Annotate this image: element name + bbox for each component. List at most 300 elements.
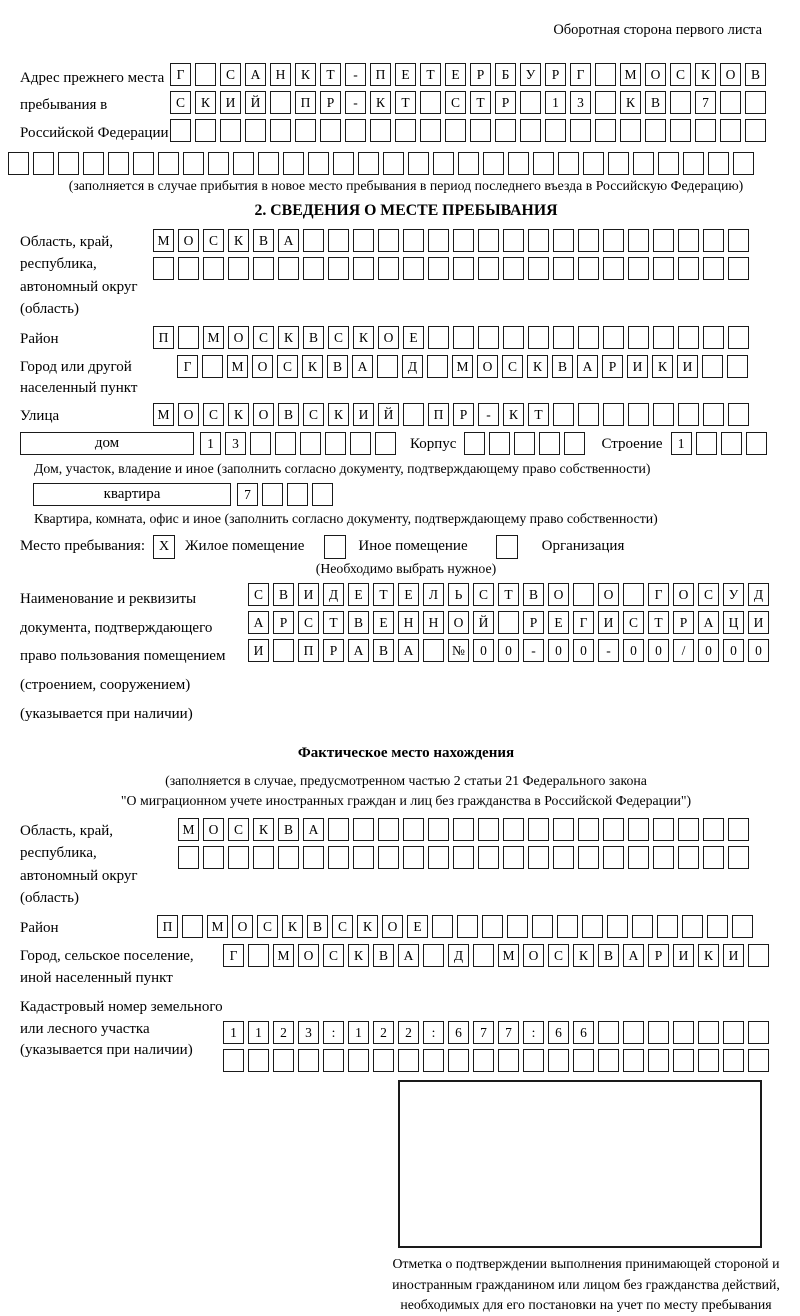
char-cell[interactable]: Р	[273, 611, 294, 634]
char-cell[interactable]	[508, 152, 529, 175]
char-cell[interactable]	[703, 326, 724, 349]
char-cell[interactable]	[58, 152, 79, 175]
char-cell[interactable]	[195, 119, 216, 142]
char-cell[interactable]: О	[598, 583, 619, 606]
char-cell[interactable]	[557, 915, 578, 938]
char-cell[interactable]	[262, 483, 283, 506]
char-cell[interactable]	[648, 1049, 669, 1072]
char-cell[interactable]	[273, 1049, 294, 1072]
char-cell[interactable]	[378, 229, 399, 252]
char-cell[interactable]	[478, 326, 499, 349]
char-cell[interactable]	[478, 818, 499, 841]
char-cell[interactable]	[696, 432, 717, 455]
char-cell[interactable]	[603, 257, 624, 280]
char-cell[interactable]	[703, 818, 724, 841]
char-cell[interactable]: П	[295, 91, 316, 114]
char-cell[interactable]	[478, 257, 499, 280]
char-cell[interactable]: В	[278, 818, 299, 841]
char-cell[interactable]	[578, 818, 599, 841]
char-cell[interactable]	[607, 915, 628, 938]
char-cell[interactable]: И	[627, 355, 648, 378]
char-cell[interactable]: Г	[573, 611, 594, 634]
char-cell[interactable]	[178, 257, 199, 280]
char-cell[interactable]	[287, 483, 308, 506]
char-cell[interactable]	[583, 152, 604, 175]
char-cell[interactable]	[353, 818, 374, 841]
char-cell[interactable]	[632, 915, 653, 938]
char-cell[interactable]	[228, 846, 249, 869]
char-cell[interactable]	[427, 355, 448, 378]
char-cell[interactable]: А	[698, 611, 719, 634]
char-cell[interactable]: С	[248, 583, 269, 606]
char-cell[interactable]	[623, 583, 644, 606]
char-cell[interactable]	[428, 846, 449, 869]
char-cell[interactable]: Е	[373, 611, 394, 634]
char-cell[interactable]: К	[695, 63, 716, 86]
char-cell[interactable]: Т	[395, 91, 416, 114]
char-cell[interactable]	[248, 1049, 269, 1072]
char-cell[interactable]: П	[157, 915, 178, 938]
char-cell[interactable]	[528, 846, 549, 869]
char-cell[interactable]	[578, 326, 599, 349]
char-cell[interactable]	[423, 944, 444, 967]
char-cell[interactable]: О	[523, 944, 544, 967]
char-cell[interactable]: В	[373, 639, 394, 662]
char-cell[interactable]	[495, 119, 516, 142]
char-cell[interactable]: 2	[398, 1021, 419, 1044]
char-cell[interactable]: Т	[470, 91, 491, 114]
char-cell[interactable]	[377, 355, 398, 378]
char-cell[interactable]: М	[620, 63, 641, 86]
char-cell[interactable]	[721, 432, 742, 455]
char-cell[interactable]	[420, 119, 441, 142]
char-cell[interactable]	[578, 229, 599, 252]
char-cell[interactable]	[353, 846, 374, 869]
char-cell[interactable]: О	[673, 583, 694, 606]
char-cell[interactable]	[498, 1049, 519, 1072]
char-cell[interactable]: Т	[420, 63, 441, 86]
char-cell[interactable]	[745, 91, 766, 114]
char-cell[interactable]: С	[502, 355, 523, 378]
char-cell[interactable]	[645, 119, 666, 142]
char-cell[interactable]	[428, 257, 449, 280]
char-cell[interactable]: Т	[528, 403, 549, 426]
char-cell[interactable]	[498, 611, 519, 634]
char-cell[interactable]	[603, 326, 624, 349]
char-cell[interactable]	[408, 152, 429, 175]
char-cell[interactable]	[233, 152, 254, 175]
char-cell[interactable]: К	[278, 326, 299, 349]
char-cell[interactable]: К	[620, 91, 641, 114]
char-cell[interactable]	[682, 915, 703, 938]
char-cell[interactable]: 1	[200, 432, 221, 455]
char-cell[interactable]: О	[178, 229, 199, 252]
char-cell[interactable]: С	[332, 915, 353, 938]
char-cell[interactable]: 1	[223, 1021, 244, 1044]
char-cell[interactable]	[703, 846, 724, 869]
char-cell[interactable]: М	[153, 229, 174, 252]
char-cell[interactable]: К	[348, 944, 369, 967]
char-cell[interactable]: 3	[225, 432, 246, 455]
char-cell[interactable]	[673, 1021, 694, 1044]
char-cell[interactable]: Г	[170, 63, 191, 86]
char-cell[interactable]: Р	[495, 91, 516, 114]
char-cell[interactable]: С	[277, 355, 298, 378]
char-cell[interactable]	[478, 846, 499, 869]
char-cell[interactable]	[745, 119, 766, 142]
stay-option-organization-checkbox[interactable]	[496, 535, 518, 559]
char-cell[interactable]: И	[748, 611, 769, 634]
char-cell[interactable]	[308, 152, 329, 175]
char-cell[interactable]	[553, 818, 574, 841]
char-cell[interactable]	[250, 432, 271, 455]
char-cell[interactable]: М	[227, 355, 248, 378]
char-cell[interactable]: К	[370, 91, 391, 114]
char-cell[interactable]: Г	[177, 355, 198, 378]
char-cell[interactable]: С	[253, 326, 274, 349]
char-cell[interactable]	[503, 846, 524, 869]
char-cell[interactable]: А	[398, 639, 419, 662]
char-cell[interactable]: 2	[273, 1021, 294, 1044]
char-cell[interactable]: С	[473, 583, 494, 606]
char-cell[interactable]: 1	[248, 1021, 269, 1044]
char-cell[interactable]: И	[598, 611, 619, 634]
char-cell[interactable]	[133, 152, 154, 175]
char-cell[interactable]	[300, 432, 321, 455]
char-cell[interactable]: Т	[498, 583, 519, 606]
char-cell[interactable]	[170, 119, 191, 142]
char-cell[interactable]	[375, 432, 396, 455]
char-cell[interactable]	[748, 1021, 769, 1044]
char-cell[interactable]	[598, 1049, 619, 1072]
char-cell[interactable]	[520, 119, 541, 142]
char-cell[interactable]	[673, 1049, 694, 1072]
char-cell[interactable]	[453, 229, 474, 252]
char-cell[interactable]	[403, 818, 424, 841]
char-cell[interactable]	[728, 403, 749, 426]
char-cell[interactable]: Е	[548, 611, 569, 634]
char-cell[interactable]	[383, 152, 404, 175]
char-cell[interactable]: Н	[398, 611, 419, 634]
char-cell[interactable]: К	[698, 944, 719, 967]
char-cell[interactable]	[548, 1049, 569, 1072]
char-cell[interactable]	[748, 1049, 769, 1072]
char-cell[interactable]	[720, 119, 741, 142]
char-cell[interactable]	[573, 1049, 594, 1072]
char-cell[interactable]: О	[378, 326, 399, 349]
char-cell[interactable]: 0	[573, 639, 594, 662]
char-cell[interactable]	[245, 119, 266, 142]
char-cell[interactable]: С	[670, 63, 691, 86]
char-cell[interactable]: М	[153, 403, 174, 426]
char-cell[interactable]: №	[448, 639, 469, 662]
char-cell[interactable]: И	[677, 355, 698, 378]
char-cell[interactable]: А	[623, 944, 644, 967]
char-cell[interactable]	[523, 1049, 544, 1072]
char-cell[interactable]	[608, 152, 629, 175]
char-cell[interactable]: С	[328, 326, 349, 349]
char-cell[interactable]	[8, 152, 29, 175]
char-cell[interactable]: Д	[323, 583, 344, 606]
char-cell[interactable]	[553, 326, 574, 349]
char-cell[interactable]: И	[248, 639, 269, 662]
char-cell[interactable]: О	[382, 915, 403, 938]
char-cell[interactable]	[458, 152, 479, 175]
char-cell[interactable]	[278, 257, 299, 280]
char-cell[interactable]	[482, 915, 503, 938]
char-cell[interactable]	[595, 119, 616, 142]
char-cell[interactable]	[532, 915, 553, 938]
char-cell[interactable]: Н	[270, 63, 291, 86]
char-cell[interactable]: 0	[723, 639, 744, 662]
char-cell[interactable]	[514, 432, 535, 455]
char-cell[interactable]: Р	[470, 63, 491, 86]
char-cell[interactable]	[695, 119, 716, 142]
char-cell[interactable]: К	[503, 403, 524, 426]
char-cell[interactable]: 0	[748, 639, 769, 662]
char-cell[interactable]	[683, 152, 704, 175]
char-cell[interactable]: Е	[395, 63, 416, 86]
char-cell[interactable]	[270, 119, 291, 142]
char-cell[interactable]	[728, 846, 749, 869]
char-cell[interactable]	[275, 432, 296, 455]
char-cell[interactable]	[703, 257, 724, 280]
char-cell[interactable]	[653, 257, 674, 280]
char-cell[interactable]	[598, 1021, 619, 1044]
char-cell[interactable]: С	[298, 611, 319, 634]
char-cell[interactable]	[653, 403, 674, 426]
char-cell[interactable]: М	[207, 915, 228, 938]
char-cell[interactable]: 7	[695, 91, 716, 114]
char-cell[interactable]: Р	[673, 611, 694, 634]
char-cell[interactable]: А	[348, 639, 369, 662]
char-cell[interactable]	[353, 229, 374, 252]
char-cell[interactable]: Р	[320, 91, 341, 114]
char-cell[interactable]	[595, 63, 616, 86]
char-cell[interactable]	[178, 846, 199, 869]
char-cell[interactable]: В	[327, 355, 348, 378]
char-cell[interactable]: О	[232, 915, 253, 938]
char-cell[interactable]	[678, 403, 699, 426]
char-cell[interactable]: С	[257, 915, 278, 938]
char-cell[interactable]: П	[428, 403, 449, 426]
char-cell[interactable]	[453, 257, 474, 280]
char-cell[interactable]	[678, 257, 699, 280]
char-cell[interactable]: Н	[423, 611, 444, 634]
char-cell[interactable]: -	[345, 63, 366, 86]
char-cell[interactable]: 7	[237, 483, 258, 506]
char-cell[interactable]: М	[203, 326, 224, 349]
char-cell[interactable]	[628, 403, 649, 426]
char-cell[interactable]	[678, 818, 699, 841]
char-cell[interactable]: К	[328, 403, 349, 426]
char-cell[interactable]	[378, 257, 399, 280]
char-cell[interactable]	[295, 119, 316, 142]
char-cell[interactable]	[253, 846, 274, 869]
char-cell[interactable]: Ц	[723, 611, 744, 634]
char-cell[interactable]	[670, 119, 691, 142]
char-cell[interactable]	[707, 915, 728, 938]
char-cell[interactable]	[648, 1021, 669, 1044]
char-cell[interactable]: 0	[473, 639, 494, 662]
char-cell[interactable]	[653, 818, 674, 841]
char-cell[interactable]	[203, 257, 224, 280]
char-cell[interactable]	[228, 257, 249, 280]
char-cell[interactable]	[283, 152, 304, 175]
char-cell[interactable]	[258, 152, 279, 175]
char-cell[interactable]: 7	[498, 1021, 519, 1044]
char-cell[interactable]	[633, 152, 654, 175]
char-cell[interactable]	[520, 91, 541, 114]
char-cell[interactable]	[582, 915, 603, 938]
char-cell[interactable]	[628, 257, 649, 280]
char-cell[interactable]: П	[370, 63, 391, 86]
char-cell[interactable]: Е	[407, 915, 428, 938]
char-cell[interactable]: Е	[445, 63, 466, 86]
char-cell[interactable]: 0	[698, 639, 719, 662]
char-cell[interactable]: О	[720, 63, 741, 86]
char-cell[interactable]: И	[220, 91, 241, 114]
char-cell[interactable]: О	[253, 403, 274, 426]
stay-option-other-checkbox[interactable]	[324, 535, 346, 559]
char-cell[interactable]	[403, 403, 424, 426]
char-cell[interactable]	[708, 152, 729, 175]
char-cell[interactable]: О	[252, 355, 273, 378]
char-cell[interactable]: М	[273, 944, 294, 967]
char-cell[interactable]: 1	[348, 1021, 369, 1044]
char-cell[interactable]: А	[278, 229, 299, 252]
char-cell[interactable]: А	[303, 818, 324, 841]
char-cell[interactable]	[528, 326, 549, 349]
char-cell[interactable]	[333, 152, 354, 175]
char-cell[interactable]	[539, 432, 560, 455]
char-cell[interactable]	[428, 229, 449, 252]
char-cell[interactable]: К	[295, 63, 316, 86]
char-cell[interactable]: 0	[648, 639, 669, 662]
char-cell[interactable]: Г	[223, 944, 244, 967]
char-cell[interactable]	[623, 1049, 644, 1072]
char-cell[interactable]: С	[623, 611, 644, 634]
char-cell[interactable]: В	[745, 63, 766, 86]
char-cell[interactable]	[507, 915, 528, 938]
char-cell[interactable]: Г	[648, 583, 669, 606]
char-cell[interactable]	[325, 432, 346, 455]
char-cell[interactable]: А	[398, 944, 419, 967]
char-cell[interactable]: -	[598, 639, 619, 662]
char-cell[interactable]: С	[170, 91, 191, 114]
char-cell[interactable]: К	[573, 944, 594, 967]
char-cell[interactable]	[453, 818, 474, 841]
char-cell[interactable]: В	[552, 355, 573, 378]
char-cell[interactable]	[723, 1021, 744, 1044]
char-cell[interactable]	[628, 326, 649, 349]
char-cell[interactable]	[623, 1021, 644, 1044]
char-cell[interactable]	[328, 229, 349, 252]
char-cell[interactable]: О	[645, 63, 666, 86]
char-cell[interactable]	[433, 152, 454, 175]
char-cell[interactable]	[470, 119, 491, 142]
char-cell[interactable]	[298, 1049, 319, 1072]
char-cell[interactable]	[698, 1049, 719, 1072]
char-cell[interactable]: 0	[623, 639, 644, 662]
char-cell[interactable]	[453, 846, 474, 869]
char-cell[interactable]	[528, 818, 549, 841]
char-cell[interactable]	[723, 1049, 744, 1072]
char-cell[interactable]: С	[220, 63, 241, 86]
char-cell[interactable]	[503, 257, 524, 280]
char-cell[interactable]	[202, 355, 223, 378]
char-cell[interactable]: У	[520, 63, 541, 86]
char-cell[interactable]: 1	[545, 91, 566, 114]
char-cell[interactable]: С	[203, 403, 224, 426]
char-cell[interactable]: Р	[453, 403, 474, 426]
char-cell[interactable]	[178, 326, 199, 349]
char-cell[interactable]: В	[523, 583, 544, 606]
char-cell[interactable]	[423, 639, 444, 662]
char-cell[interactable]	[403, 846, 424, 869]
char-cell[interactable]	[445, 119, 466, 142]
char-cell[interactable]	[378, 818, 399, 841]
char-cell[interactable]	[358, 152, 379, 175]
char-cell[interactable]: О	[203, 818, 224, 841]
char-cell[interactable]: А	[248, 611, 269, 634]
char-cell[interactable]	[473, 1049, 494, 1072]
char-cell[interactable]: -	[345, 91, 366, 114]
char-cell[interactable]: 2	[373, 1021, 394, 1044]
char-cell[interactable]	[220, 119, 241, 142]
char-cell[interactable]	[545, 119, 566, 142]
char-cell[interactable]	[748, 944, 769, 967]
char-cell[interactable]: :	[323, 1021, 344, 1044]
char-cell[interactable]	[657, 915, 678, 938]
char-cell[interactable]	[457, 915, 478, 938]
char-cell[interactable]: М	[498, 944, 519, 967]
char-cell[interactable]: Л	[423, 583, 444, 606]
char-cell[interactable]	[653, 229, 674, 252]
char-cell[interactable]: К	[357, 915, 378, 938]
char-cell[interactable]: С	[303, 403, 324, 426]
char-cell[interactable]: 6	[573, 1021, 594, 1044]
char-cell[interactable]	[328, 257, 349, 280]
char-cell[interactable]	[503, 229, 524, 252]
char-cell[interactable]	[403, 229, 424, 252]
char-cell[interactable]	[432, 915, 453, 938]
char-cell[interactable]: Р	[648, 944, 669, 967]
char-cell[interactable]: -	[478, 403, 499, 426]
char-cell[interactable]	[478, 229, 499, 252]
char-cell[interactable]: 3	[570, 91, 591, 114]
char-cell[interactable]	[328, 818, 349, 841]
char-cell[interactable]: С	[698, 583, 719, 606]
char-cell[interactable]	[320, 119, 341, 142]
char-cell[interactable]: А	[352, 355, 373, 378]
char-cell[interactable]: П	[298, 639, 319, 662]
char-cell[interactable]	[253, 257, 274, 280]
char-cell[interactable]	[570, 119, 591, 142]
char-cell[interactable]	[653, 846, 674, 869]
char-cell[interactable]	[746, 432, 767, 455]
char-cell[interactable]	[728, 326, 749, 349]
char-cell[interactable]: О	[228, 326, 249, 349]
char-cell[interactable]	[702, 355, 723, 378]
char-cell[interactable]: К	[527, 355, 548, 378]
char-cell[interactable]: Т	[648, 611, 669, 634]
char-cell[interactable]	[303, 846, 324, 869]
char-cell[interactable]: Ь	[448, 583, 469, 606]
char-cell[interactable]	[195, 63, 216, 86]
char-cell[interactable]	[395, 119, 416, 142]
char-cell[interactable]	[158, 152, 179, 175]
